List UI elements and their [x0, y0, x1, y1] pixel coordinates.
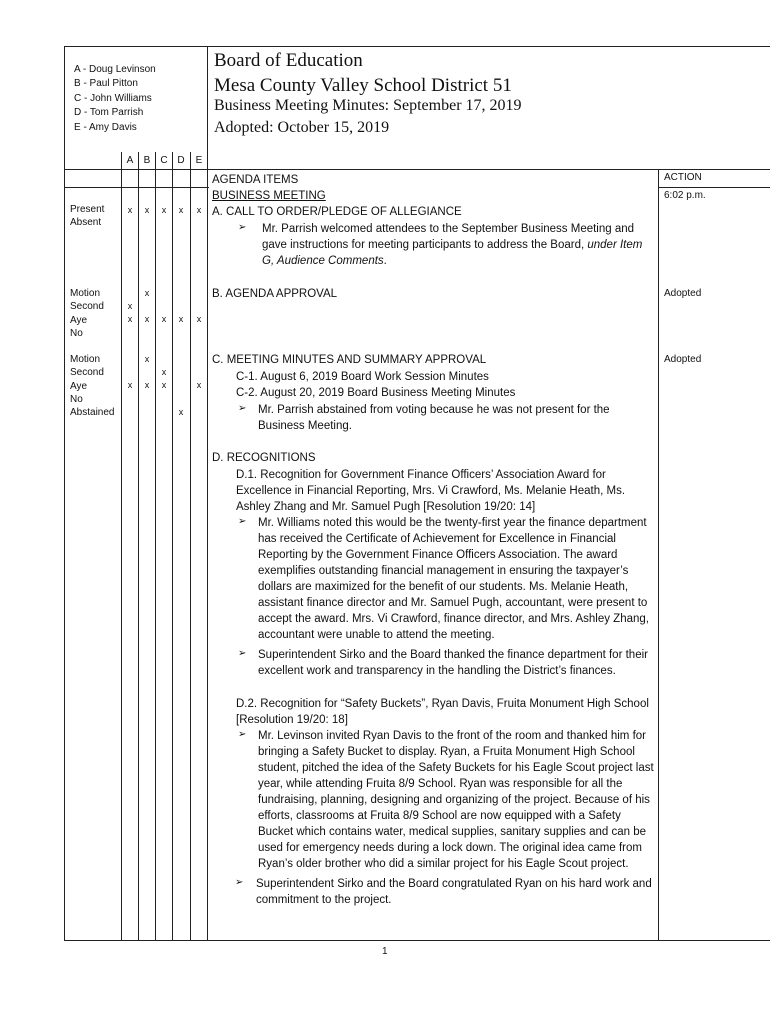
d1-note1-line: has received the Certificate of Achievement for Excellence in Financial	[258, 533, 616, 545]
vote-label-motion: Motion	[70, 354, 101, 365]
d2-note1-line: year, while attending Fruita 8/9 School. Ryan was responsible for all the	[258, 778, 623, 790]
d2-heading-line1: D.2. Recognition for “Safety Buckets”, Ryan Davis, Fruita Monument High School	[236, 698, 649, 710]
meeting-date: Business Meeting Minutes: September 17, 2019	[214, 97, 522, 114]
vote-mark: x	[161, 205, 167, 215]
vote-mark: x	[144, 205, 150, 215]
vote-column-divider	[207, 46, 208, 940]
arrow-bullet-icon: ➢	[238, 403, 247, 414]
table-top-border	[64, 46, 770, 47]
vote-col-b-divider	[138, 152, 139, 940]
d1-note1-line: assistant finance director and Mr. Samuel Pugh, accountant, were present to	[258, 597, 648, 609]
d2-note1-line: Mr. Levinson invited Ryan Davis to the front of the room and thanked him for	[258, 730, 647, 742]
item-a-note-italic: under Item	[587, 239, 643, 251]
arrow-bullet-icon: ➢	[238, 648, 247, 659]
vote-col-a-divider	[121, 152, 122, 940]
vote-col-c: C	[160, 155, 168, 166]
item-b-title: B. AGENDA APPROVAL	[212, 288, 338, 300]
vote-col-c-divider	[155, 152, 156, 940]
d2-note1-line: Ryan’s older brother who did a similar project for his Eagle Scout project.	[258, 858, 629, 870]
d1-note2-line: excellent work and transparency in the handling the District’s finances.	[258, 665, 616, 677]
d1-note1-line: Mr. Williams noted this would be the twenty-first year the finance department	[258, 517, 647, 529]
vote-col-e: E	[195, 155, 203, 166]
d2-note2-line: Superintendent Sirko and the Board congratulated Ryan on his hard work and	[256, 878, 652, 890]
vote-label-absent: Absent	[70, 217, 102, 228]
member-c: C - John Williams	[74, 93, 152, 104]
d1-note2-line: Superintendent Sirko and the Board thanked the finance department for their	[258, 649, 648, 661]
member-a: A - Doug Levinson	[74, 64, 156, 75]
item-c-note-line2: Business Meeting.	[258, 420, 352, 432]
d1-heading-line1: D.1. Recognition for Government Finance Officers’ Association Award for	[236, 469, 606, 481]
d2-note1-line: used for emergency needs during a lock down. The original idea came from	[258, 842, 642, 854]
action-heading: ACTION	[664, 172, 702, 183]
item-b-action: Adopted	[664, 288, 702, 299]
item-a-note-line2	[262, 237, 642, 253]
table-bottom-border	[64, 940, 770, 941]
table-left-border	[64, 46, 65, 940]
vote-mark: x	[196, 205, 202, 215]
agenda-header-divider	[64, 187, 209, 188]
item-a-note-line3	[262, 253, 387, 269]
d2-note2-line: commitment to the project.	[256, 894, 392, 906]
item-c-note-line1: Mr. Parrish abstained from voting because he was not present for the	[258, 404, 610, 416]
vote-mark: x	[161, 314, 167, 324]
vote-col-d: D	[177, 155, 185, 166]
item-d-title: D. RECOGNITIONS	[212, 452, 316, 464]
item-a-title: A. CALL TO ORDER/PLEDGE OF ALLEGIANCE	[212, 206, 462, 218]
arrow-bullet-icon: ➢	[238, 516, 247, 527]
vote-mark: x	[127, 380, 133, 390]
vote-label-motion: Motion	[70, 288, 101, 299]
vote-mark: x	[144, 288, 150, 298]
d2-note1-line: efforts, classrooms at Fruita 8/9 School are now equipped with a Safety	[258, 810, 621, 822]
item-a-note-text: .	[383, 255, 387, 267]
item-c-action: Adopted	[664, 354, 702, 365]
d1-note1-line: exemplifies outstanding financial management in ensuring the taxpayer’s	[258, 565, 629, 577]
vote-mark: x	[144, 354, 150, 364]
vote-mark: x	[161, 380, 167, 390]
d1-heading-line3: Ashley Zhang and Mr. Samuel Pugh [Resolution 19/20: 14]	[236, 501, 536, 513]
header-divider	[64, 169, 770, 170]
vote-mark: x	[144, 314, 150, 324]
vote-label-no: No	[70, 328, 83, 339]
vote-mark: x	[178, 205, 184, 215]
vote-col-d-divider	[172, 152, 173, 940]
item-a-note-text: gave instructions for meeting participants to address the Board,	[262, 239, 588, 251]
adopted-date: Adopted: October 15, 2019	[214, 119, 390, 136]
vote-label-second: Second	[70, 367, 104, 378]
agenda-items-heading: AGENDA ITEMS	[212, 174, 299, 186]
district-name: Mesa County Valley School District 51	[214, 75, 512, 96]
d2-heading-line2: [Resolution 19/20: 18]	[236, 714, 348, 726]
d2-note1-line: student, pitched the idea of the Safety Buckets for his Eagle Scout project last	[258, 762, 654, 774]
vote-mark: x	[127, 205, 133, 215]
d2-note1-line: Bucket which contains water, medical supplies, sanitary supplies and can be	[258, 826, 647, 838]
d1-note1-line: accept the award. Mrs. Vi Crawford, finance director, and Mrs. Ashley Zhang,	[258, 613, 649, 625]
vote-label-no: No	[70, 394, 83, 405]
business-meeting-heading: BUSINESS MEETING	[212, 190, 326, 202]
d2-note1-line: bringing a Safety Bucket to display. Ryan, a Fruita Monument High School	[258, 746, 635, 758]
vote-mark: x	[127, 314, 133, 324]
vote-mark: x	[161, 367, 167, 377]
vote-mark: x	[144, 380, 150, 390]
member-d: D - Tom Parrish	[74, 107, 144, 118]
vote-mark: x	[196, 380, 202, 390]
item-c-minutes-1: C-1. August 6, 2019 Board Work Session Minutes	[236, 371, 489, 383]
d2-note1-line: fundraising, planning, designing and organizing of the project. Because of his	[258, 794, 650, 806]
vote-mark: x	[178, 314, 184, 324]
vote-label-second: Second	[70, 301, 104, 312]
arrow-bullet-icon: ➢	[238, 729, 247, 740]
arrow-bullet-icon: ➢	[235, 877, 244, 888]
vote-mark: x	[196, 314, 202, 324]
d1-heading-line2: Excellence in Financial Reporting, Mrs. Vi Crawford, Ms. Melanie Heath, Ms.	[236, 485, 626, 497]
vote-col-a: A	[126, 155, 134, 166]
item-a-action: 6:02 p.m.	[664, 190, 706, 201]
vote-col-b: B	[143, 155, 151, 166]
document-title: Board of Education	[214, 50, 363, 71]
vote-label-abstained: Abstained	[70, 407, 115, 418]
vote-mark: x	[178, 407, 184, 417]
d1-note1-line: accountant were unable to attend the meeting.	[258, 629, 495, 641]
vote-col-e-divider	[190, 152, 191, 940]
page-number: 1	[382, 946, 388, 957]
vote-label-aye: Aye	[70, 315, 88, 326]
d1-note1-line: dollars are maximized for the benefit of our students. Ms. Melanie Heath,	[258, 581, 629, 593]
member-b: B - Paul Pitton	[74, 78, 138, 89]
action-header-divider	[658, 187, 770, 188]
vote-label-aye: Aye	[70, 381, 88, 392]
item-c-title: C. MEETING MINUTES AND SUMMARY APPROVAL	[212, 354, 487, 366]
member-e: E - Amy Davis	[74, 122, 137, 133]
item-a-note-line1: Mr. Parrish welcomed attendees to the September Business Meeting and	[262, 223, 635, 235]
action-column-divider	[658, 169, 659, 940]
arrow-bullet-icon: ➢	[238, 222, 247, 233]
vote-label-present: Present	[70, 204, 105, 215]
item-a-note-italic: G, Audience Comments	[262, 255, 384, 267]
d1-note1-line: Reporting by the Government Finance Officers Association. The award	[258, 549, 618, 561]
vote-mark: x	[127, 301, 133, 311]
item-c-minutes-2: C-2. August 20, 2019 Board Business Meeting Minutes	[236, 387, 516, 399]
